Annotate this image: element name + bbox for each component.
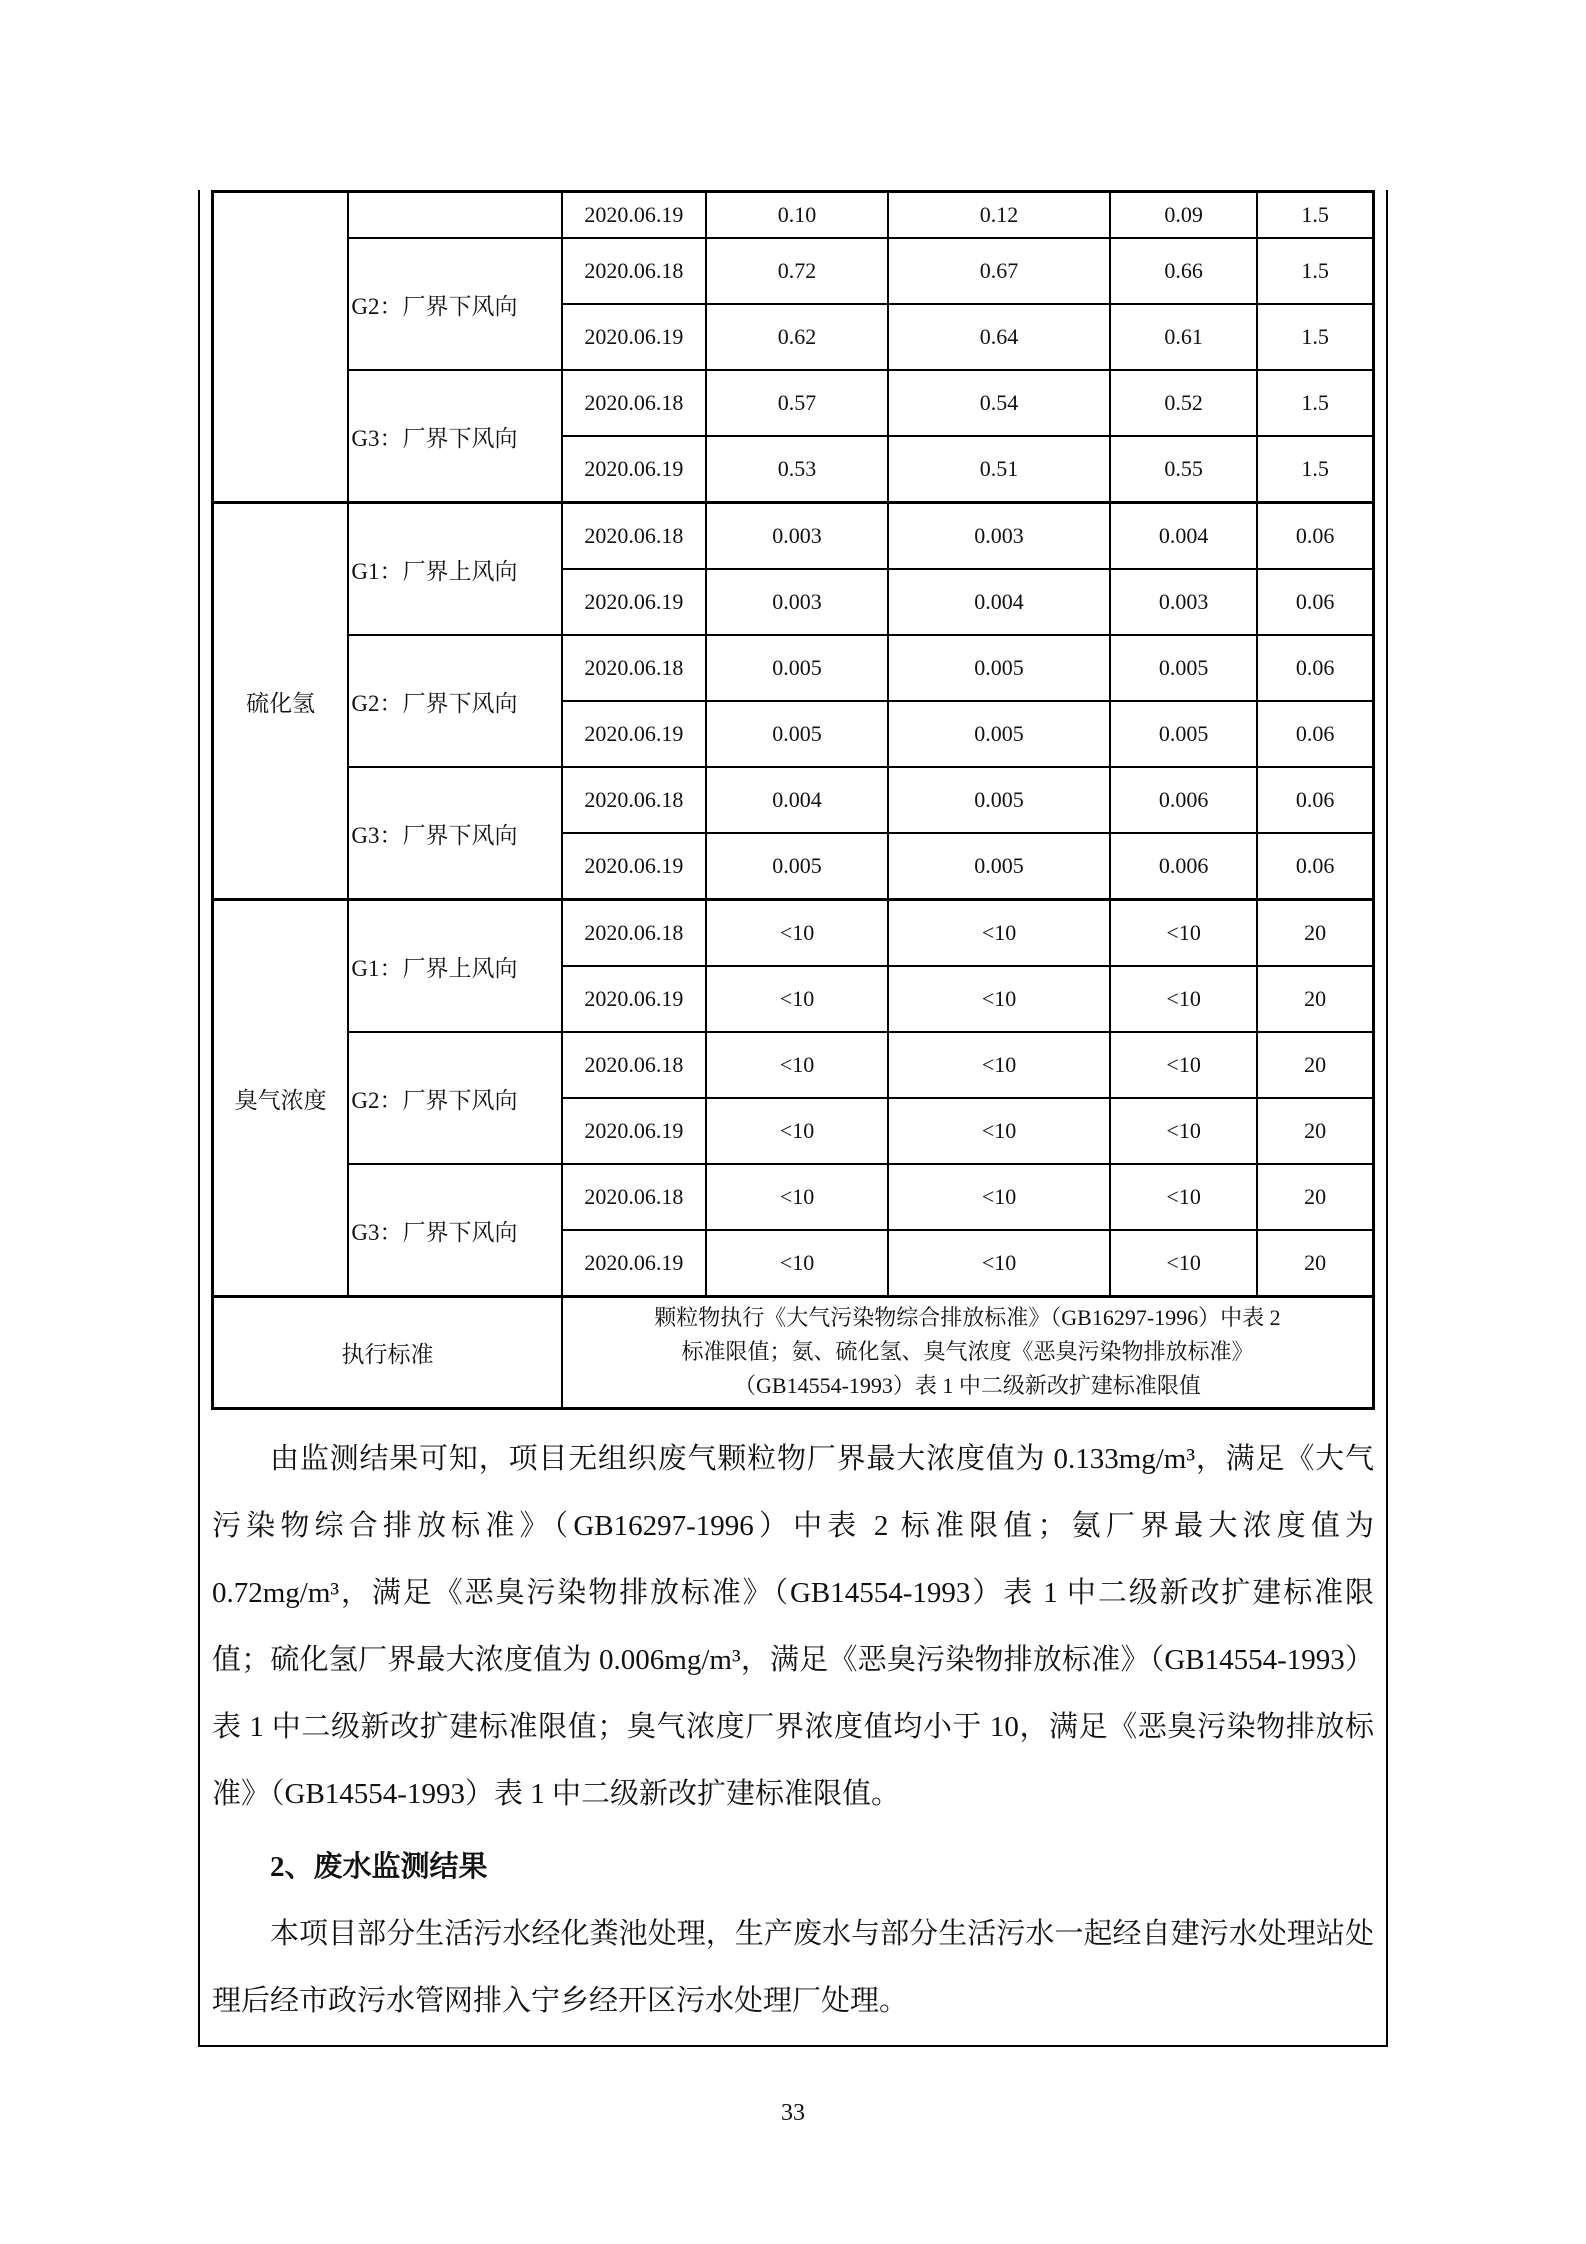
section-heading-wastewater: 2、废水监测结果	[270, 1851, 488, 1883]
location-cell: G3：厂界下风向	[348, 767, 562, 900]
table-row	[213, 1164, 1374, 1230]
limit-cell: 20	[1257, 1230, 1373, 1297]
value-cell: <10	[706, 966, 888, 1032]
date-cell: 2020.06.18	[562, 635, 706, 701]
date-cell: 2020.06.19	[562, 192, 706, 239]
date-cell: 2020.06.18	[562, 503, 706, 570]
value-cell: 0.005	[888, 767, 1110, 833]
value-cell: 0.52	[1110, 370, 1257, 436]
text-section	[200, 1410, 1386, 2045]
date-cell: 2020.06.19	[562, 1230, 706, 1297]
date-cell: 2020.06.19	[562, 304, 706, 370]
value-cell: <10	[1110, 966, 1257, 1032]
limit-cell: 0.06	[1257, 833, 1373, 900]
table-row	[213, 767, 1374, 833]
value-cell: 0.62	[706, 304, 888, 370]
location-cell: G3：厂界下风向	[348, 370, 562, 503]
value-cell: <10	[1110, 1098, 1257, 1164]
limit-cell: 0.06	[1257, 767, 1373, 833]
location-cell	[348, 192, 562, 239]
date-cell: 2020.06.18	[562, 1164, 706, 1230]
value-cell: 0.51	[888, 436, 1110, 503]
value-cell: <10	[706, 1098, 888, 1164]
limit-cell: 0.06	[1257, 503, 1373, 570]
limit-cell: 20	[1257, 1098, 1373, 1164]
value-cell: 0.12	[888, 192, 1110, 239]
content-frame	[198, 190, 1388, 2047]
limit-cell: 1.5	[1257, 304, 1373, 370]
value-cell: 0.005	[1110, 701, 1257, 767]
value-cell: 0.09	[1110, 192, 1257, 239]
value-cell: 0.006	[1110, 767, 1257, 833]
limit-cell: 1.5	[1257, 238, 1373, 304]
value-cell: 0.55	[1110, 436, 1257, 503]
value-cell: 0.004	[1110, 503, 1257, 570]
value-cell: 0.005	[706, 701, 888, 767]
value-cell: 0.005	[706, 635, 888, 701]
value-cell: 0.57	[706, 370, 888, 436]
limit-cell: 1.5	[1257, 436, 1373, 503]
value-cell: 0.005	[888, 701, 1110, 767]
location-cell: G1：厂界上风向	[348, 503, 562, 636]
substance-cell: 硫化氢	[213, 503, 349, 900]
value-cell: 0.005	[706, 833, 888, 900]
value-cell: <10	[888, 1098, 1110, 1164]
paragraph-gas-conclusion: 由监测结果可知，项目无组织废气颗粒物厂界最大浓度值为 0.133mg/m³，满足《大气污染物综合排放标准》（GB16297-1996）中表 2 标准限值；氨厂界最大浓度值为 0.72mg/m³，满足《恶臭污染物排放标准》（GB14554-1993）表 1 中二级新改扩建标准限值；硫化氢厂界最大浓度值为 0.006mg/m³，满足《恶臭污染物排放标准》（GB14554-1993）表 1 中二级新改扩建标准限值；臭气浓度厂界浓度值均小于 10，满足《恶臭污染物排放标准》（GB14554-1993）表 1 中二级新改扩建标准限值。	[212, 1443, 1374, 1810]
value-cell: <10	[888, 1032, 1110, 1098]
value-cell: <10	[706, 1164, 888, 1230]
date-cell: 2020.06.18	[562, 1032, 706, 1098]
value-cell: 0.64	[888, 304, 1110, 370]
value-cell: 0.005	[888, 635, 1110, 701]
limit-cell: 20	[1257, 1164, 1373, 1230]
value-cell: <10	[1110, 1230, 1257, 1297]
table-row	[213, 635, 1374, 701]
date-cell: 2020.06.18	[562, 238, 706, 304]
location-cell: G2：厂界下风向	[348, 1032, 562, 1164]
value-cell: <10	[706, 1230, 888, 1297]
limit-cell: 20	[1257, 900, 1373, 967]
value-cell: 0.003	[888, 503, 1110, 570]
standard-text-line: 颗粒物执行《大气污染物综合排放标准》（GB16297-1996）中表 2	[654, 1305, 1281, 1330]
table-row	[213, 370, 1374, 436]
value-cell: 0.003	[1110, 569, 1257, 635]
standard-text-cell	[562, 1297, 1374, 1409]
date-cell: 2020.06.18	[562, 900, 706, 967]
limit-cell: 0.06	[1257, 635, 1373, 701]
value-cell: 0.67	[888, 238, 1110, 304]
location-cell: G2：厂界下风向	[348, 238, 562, 370]
limit-cell: 0.06	[1257, 701, 1373, 767]
table-row	[213, 503, 1374, 570]
table-row	[213, 192, 1374, 239]
value-cell: 0.003	[706, 569, 888, 635]
page-number: 33	[781, 2100, 805, 2126]
value-cell: 0.003	[706, 503, 888, 570]
paragraph-wastewater: 本项目部分生活污水经化粪池处理，生产废水与部分生活污水一起经自建污水处理站处理后经市政污水管网排入宁乡经开区污水处理厂处理。	[212, 1918, 1374, 2017]
value-cell: 0.005	[888, 833, 1110, 900]
value-cell: <10	[888, 900, 1110, 967]
limit-cell: 1.5	[1257, 192, 1373, 239]
monitoring-table	[211, 190, 1375, 1410]
substance-cell	[213, 192, 349, 503]
date-cell: 2020.06.18	[562, 767, 706, 833]
value-cell: <10	[888, 1164, 1110, 1230]
location-cell: G1：厂界上风向	[348, 900, 562, 1033]
value-cell: <10	[706, 900, 888, 967]
value-cell: 0.66	[1110, 238, 1257, 304]
date-cell: 2020.06.19	[562, 833, 706, 900]
date-cell: 2020.06.19	[562, 966, 706, 1032]
value-cell: <10	[1110, 1164, 1257, 1230]
limit-cell: 20	[1257, 966, 1373, 1032]
table-row	[213, 900, 1374, 967]
date-cell: 2020.06.19	[562, 701, 706, 767]
value-cell: 0.004	[706, 767, 888, 833]
location-cell: G3：厂界下风向	[348, 1164, 562, 1297]
table-footer-row	[213, 1297, 1374, 1409]
date-cell: 2020.06.19	[562, 436, 706, 503]
location-cell: G2：厂界下风向	[348, 635, 562, 767]
value-cell: 0.61	[1110, 304, 1257, 370]
standard-text-line: 标准限值；氨、硫化氢、臭气浓度《恶臭污染物排放标准》	[681, 1339, 1254, 1364]
substance-cell: 臭气浓度	[213, 900, 349, 1297]
value-cell: 0.006	[1110, 833, 1257, 900]
value-cell: <10	[888, 966, 1110, 1032]
date-cell: 2020.06.19	[562, 1098, 706, 1164]
date-cell: 2020.06.19	[562, 569, 706, 635]
value-cell: 0.005	[1110, 635, 1257, 701]
table-row	[213, 1032, 1374, 1098]
value-cell: <10	[1110, 1032, 1257, 1098]
value-cell: 0.53	[706, 436, 888, 503]
value-cell: 0.54	[888, 370, 1110, 436]
value-cell: 0.004	[888, 569, 1110, 635]
limit-cell: 1.5	[1257, 370, 1373, 436]
standard-label-cell: 执行标准	[213, 1297, 562, 1409]
table-row	[213, 238, 1374, 304]
value-cell: 0.10	[706, 192, 888, 239]
limit-cell: 20	[1257, 1032, 1373, 1098]
value-cell: 0.72	[706, 238, 888, 304]
limit-cell: 0.06	[1257, 569, 1373, 635]
standard-text-line: （GB14554-1993）表 1 中二级新改扩建标准限值	[734, 1373, 1201, 1398]
value-cell: <10	[706, 1032, 888, 1098]
value-cell: <10	[888, 1230, 1110, 1297]
value-cell: <10	[1110, 900, 1257, 967]
date-cell: 2020.06.18	[562, 370, 706, 436]
